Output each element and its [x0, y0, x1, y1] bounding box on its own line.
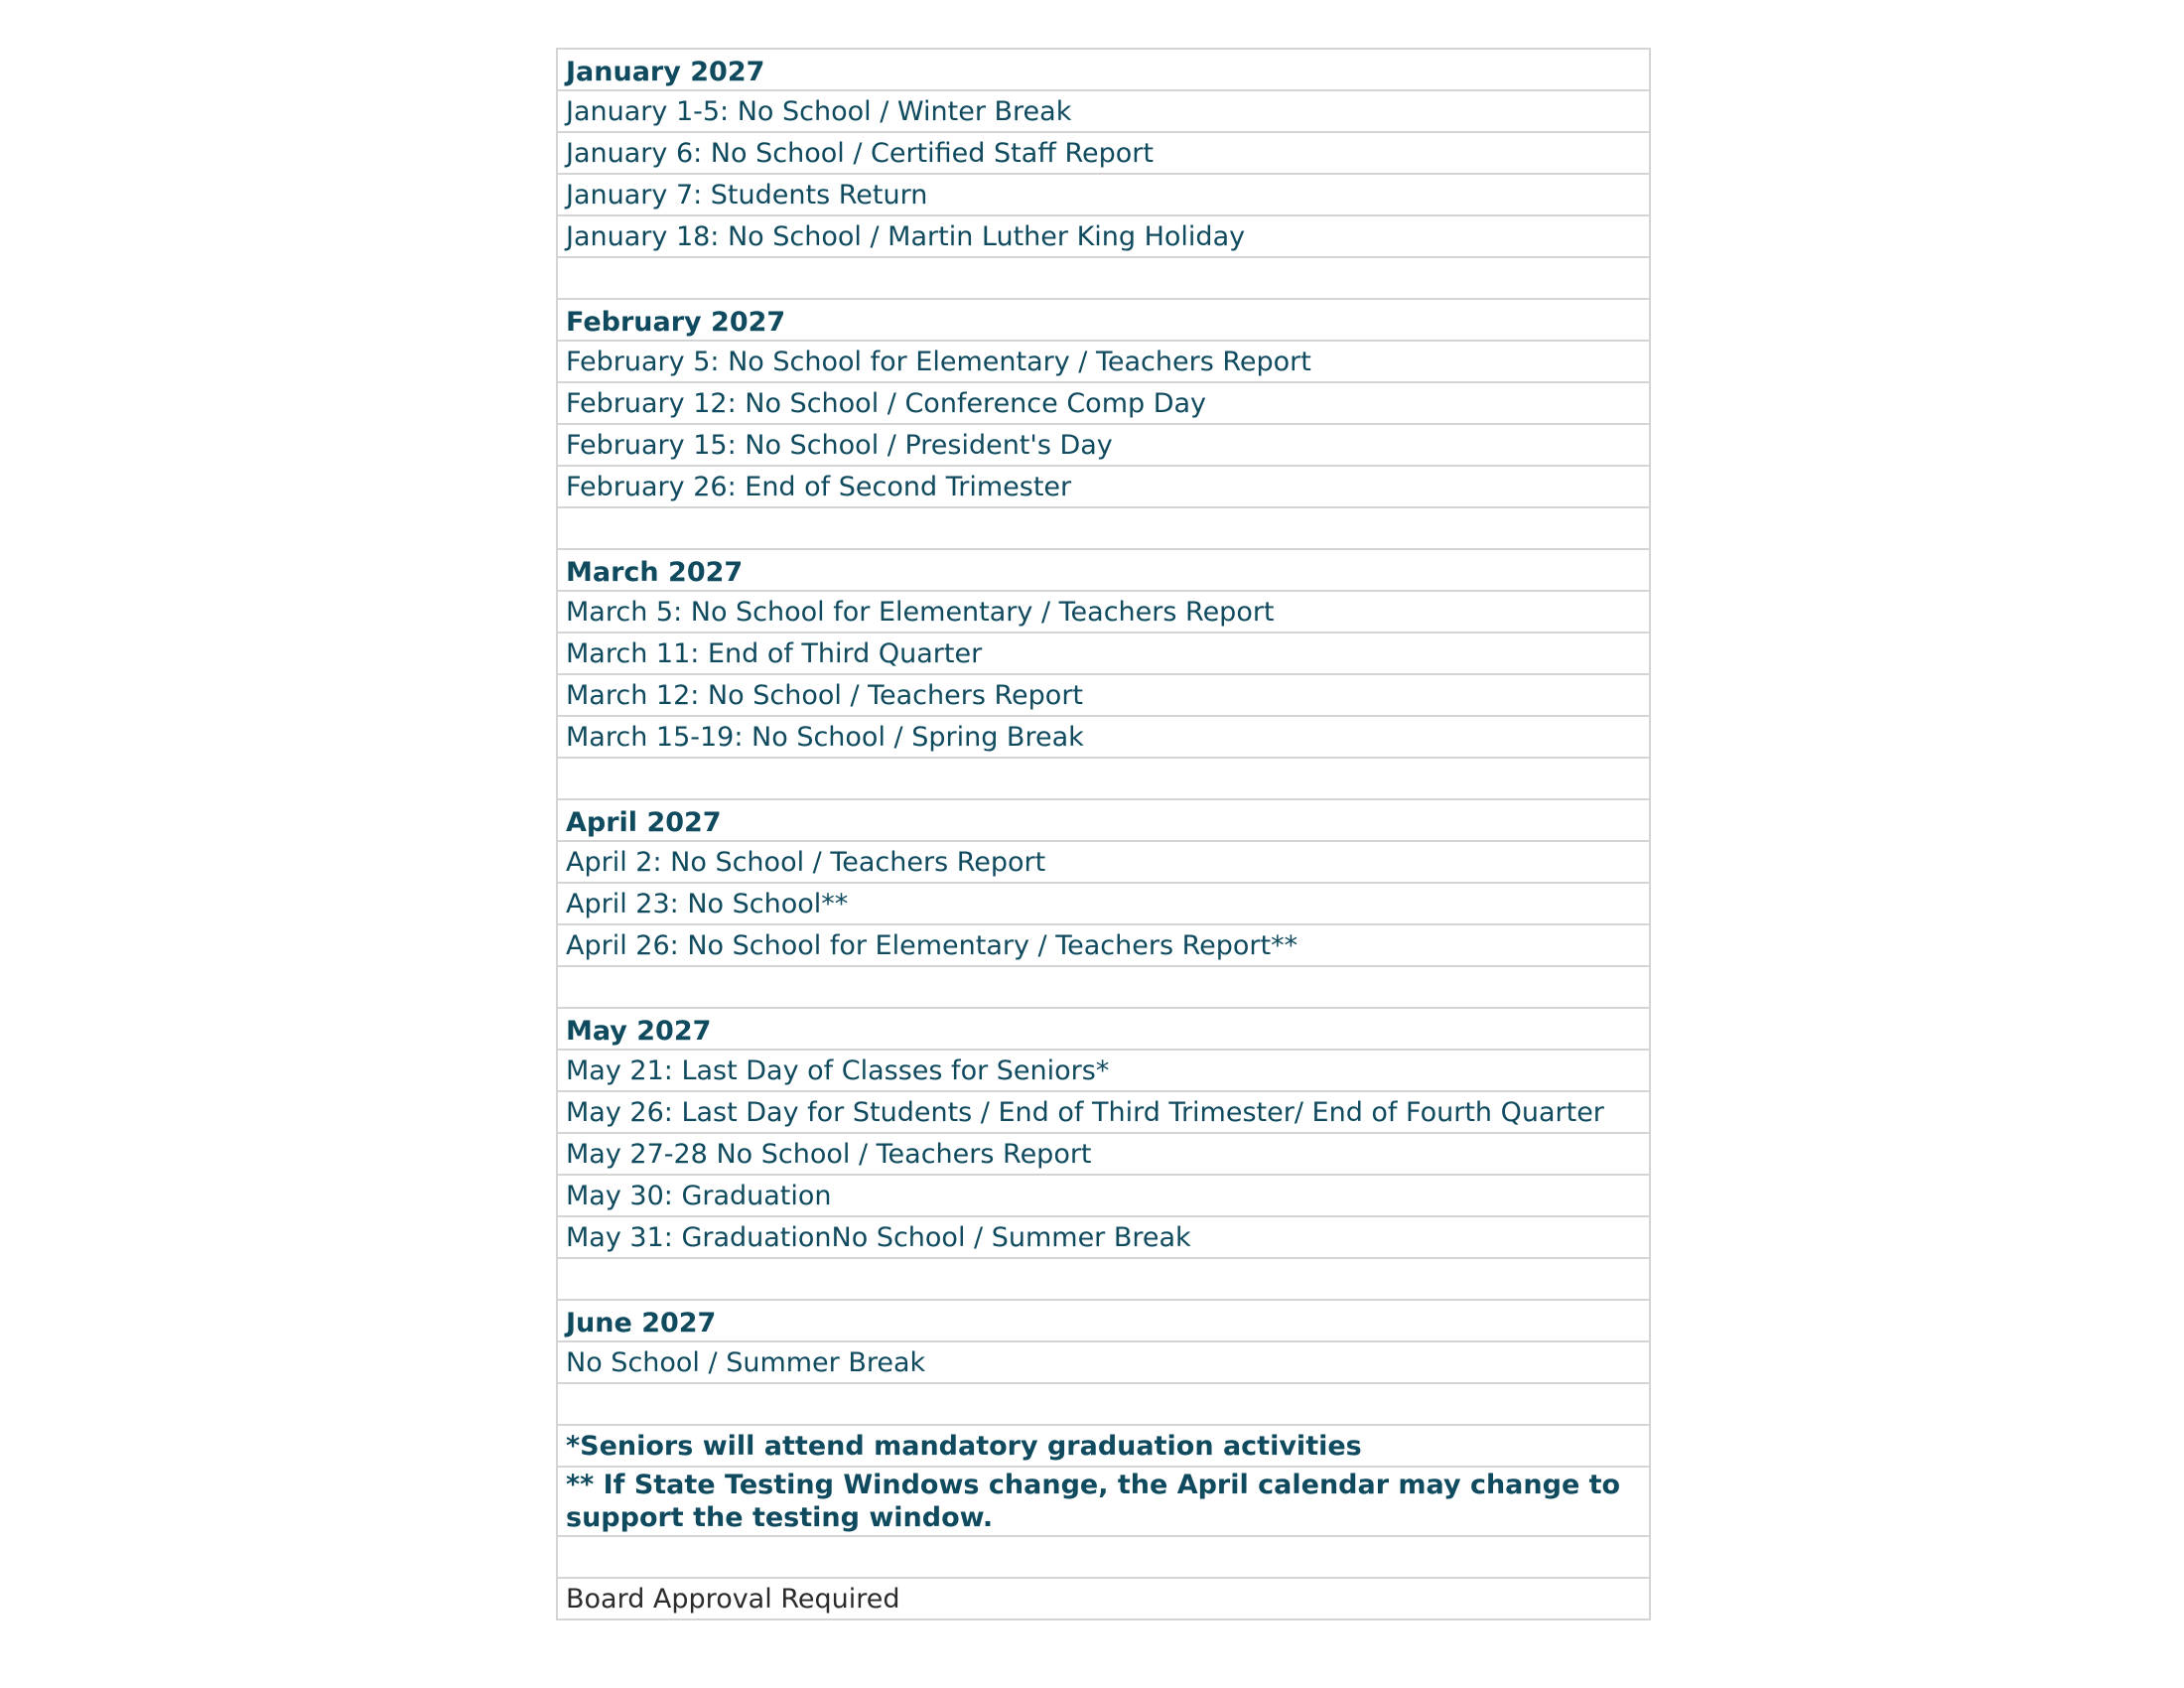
calendar-item: May 26: Last Day for Students / End of Third Trimester/ End of Fourth Quarter	[558, 1092, 1649, 1134]
calendar-item: May 21: Last Day of Classes for Seniors*	[558, 1051, 1649, 1092]
calendar-item: April 2: No School / Teachers Report	[558, 842, 1649, 884]
blank-row	[558, 759, 1649, 800]
month-header-june: June 2027	[558, 1301, 1649, 1342]
calendar-item: April 23: No School**	[558, 884, 1649, 925]
calendar-item: January 6: No School / Certified Staff Report	[558, 133, 1649, 175]
calendar-item: May 30: Graduation	[558, 1176, 1649, 1217]
month-header-march: March 2027	[558, 550, 1649, 592]
month-header-april: April 2027	[558, 800, 1649, 842]
calendar-item: March 12: No School / Teachers Report	[558, 675, 1649, 717]
calendar-item: February 5: No School for Elementary / Teachers Report	[558, 342, 1649, 383]
board-approval-note: Board Approval Required	[558, 1579, 1649, 1620]
calendar-item: April 26: No School for Elementary / Teachers Report**	[558, 925, 1649, 967]
calendar-item: January 7: Students Return	[558, 175, 1649, 216]
calendar-item: January 18: No School / Martin Luther King Holiday	[558, 216, 1649, 258]
blank-row	[558, 508, 1649, 550]
blank-row	[558, 1259, 1649, 1301]
calendar-item: February 26: End of Second Trimester	[558, 467, 1649, 508]
calendar-item: March 15-19: No School / Spring Break	[558, 717, 1649, 759]
calendar-item: May 27-28 No School / Teachers Report	[558, 1134, 1649, 1176]
blank-row	[558, 967, 1649, 1009]
month-header-february: February 2027	[558, 300, 1649, 342]
blank-row	[558, 1384, 1649, 1426]
note-seniors: *Seniors will attend mandatory graduation activities	[558, 1426, 1649, 1468]
calendar-item: February 12: No School / Conference Comp Day	[558, 383, 1649, 425]
calendar-item: March 5: No School for Elementary / Teachers Report	[558, 592, 1649, 633]
calendar-item: March 11: End of Third Quarter	[558, 633, 1649, 675]
calendar-item: No School / Summer Break	[558, 1342, 1649, 1384]
blank-row	[558, 258, 1649, 300]
note-testing: ** If State Testing Windows change, the April calendar may change to support the testing window.	[558, 1468, 1649, 1537]
month-header-january: January 2027	[558, 50, 1649, 91]
calendar-item: May 31: GraduationNo School / Summer Break	[558, 1217, 1649, 1259]
blank-row	[558, 1537, 1649, 1579]
month-header-may: May 2027	[558, 1009, 1649, 1051]
calendar-sheet	[556, 48, 1651, 1620]
calendar-item: February 15: No School / President's Day	[558, 425, 1649, 467]
calendar-item: January 1-5: No School / Winter Break	[558, 91, 1649, 133]
